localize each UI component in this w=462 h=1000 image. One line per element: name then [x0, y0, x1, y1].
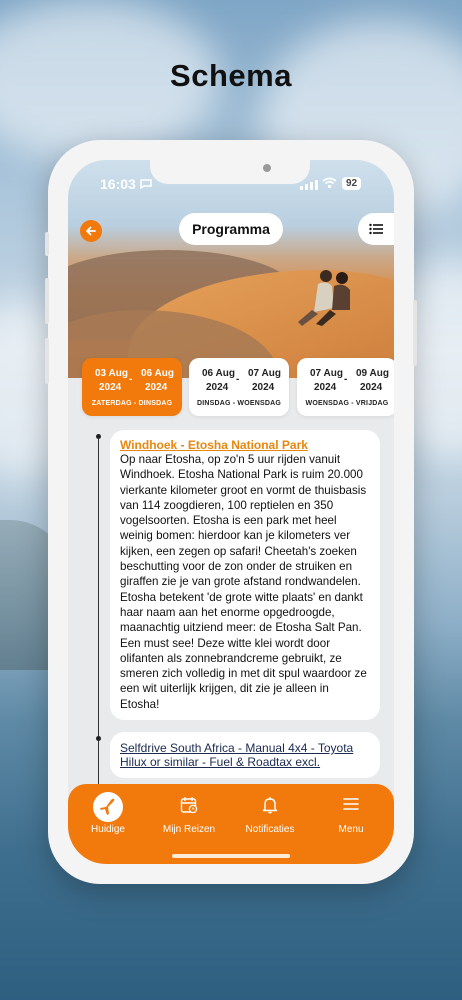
date-days: DINSDAG - WOENSDAG	[196, 400, 282, 407]
date-card[interactable]	[189, 358, 289, 416]
date-to-day: 06 Aug	[141, 368, 174, 379]
phone-side-button	[45, 278, 49, 324]
date-dash: -	[344, 374, 348, 385]
list-view-button[interactable]	[358, 213, 394, 245]
date-dash: -	[129, 374, 133, 385]
date-to-year: 2024	[360, 382, 383, 393]
date-days: ZATERDAG - DINSDAG	[91, 400, 173, 407]
date-dash: -	[236, 374, 240, 385]
timeline-dot	[96, 434, 101, 439]
home-indicator	[172, 854, 290, 858]
phone-side-button	[413, 300, 417, 366]
camera-icon	[263, 164, 271, 172]
date-to-day: 09 Aug	[356, 368, 389, 379]
date-from-year: 2024	[314, 382, 337, 393]
phone-side-button	[45, 338, 49, 384]
airplane-icon	[93, 792, 123, 822]
status-time: 16:03	[100, 176, 136, 192]
signal-icon	[300, 180, 318, 190]
date-to-year: 2024	[252, 382, 275, 393]
notification-icon	[140, 179, 152, 189]
list-icon	[369, 223, 383, 235]
date-from-day: 03 Aug	[95, 368, 128, 379]
date-to-day: 07 Aug	[248, 368, 281, 379]
bell-icon	[261, 796, 279, 819]
menu-icon	[342, 796, 360, 817]
travelers-illustration	[292, 264, 362, 334]
page-title: Programma	[179, 213, 283, 245]
date-from-year: 2024	[206, 382, 229, 393]
bottom-tab-bar	[68, 784, 394, 864]
back-button[interactable]	[80, 220, 102, 242]
app-screen	[68, 160, 394, 864]
date-card[interactable]	[82, 358, 182, 416]
program-item	[110, 732, 380, 778]
tab-label: Mijn Reizen	[162, 824, 216, 835]
battery-indicator: 92	[342, 177, 361, 190]
tab-label: Menu	[338, 824, 364, 835]
status-bar	[68, 174, 394, 194]
date-from-year: 2024	[99, 382, 122, 393]
program-item-title-link[interactable]: Windhoek - Etosha National Park	[120, 438, 308, 452]
phone-frame	[48, 140, 414, 884]
date-days: WOENSDAG - VRIJDAG	[305, 400, 389, 407]
wifi-icon	[322, 177, 337, 189]
timeline-dot	[96, 736, 101, 741]
tab-label: Huidige	[91, 824, 125, 835]
date-from-day: 06 Aug	[202, 368, 235, 379]
tab-label: Notificaties	[245, 824, 295, 835]
timeline-line	[98, 434, 99, 784]
page-headline: Schema	[170, 58, 292, 93]
program-item-title-link[interactable]: Selfdrive South Africa - Manual 4x4 - Toyota Hilux or similar - Fuel & Roadtax excl.	[120, 741, 354, 769]
date-from-day: 07 Aug	[310, 368, 343, 379]
program-item-description: Op naar Etosha, op zo'n 5 uur rijden vanuit Windhoek. Etosha National Park is ruim 20.000 vierkante kilometer groot en vormt de thuisbasis van 114 zoogdieren, 100 reptielen en 350 vogelsoorten. Etosha is een park met heel weinig bomen: hierdoor kan je kilometers ver kijken, een zegen op safari! Cheetah's zoeken beschutting voor de zon onder de struiken en giraffen zie je van grote afstand rondwandelen. Etosha betekent 'de grote witte plaats' en dankt haar naam aan het enorme opgedroogde, maanachtig uitziend meer: de Etosha Salt Pan. Een must see! Deze witte klei wordt door olifanten als zonnebrandcreme gebruikt, ze smeren zich volledig in met dit spul waardoor ze een wit uiterlijk krijgen, dit zie je alleen in Etosha!	[120, 453, 367, 711]
program-item	[110, 430, 380, 720]
phone-side-button	[45, 232, 49, 256]
date-to-year: 2024	[145, 382, 168, 393]
calendar-icon	[180, 796, 198, 819]
arrow-left-icon	[85, 225, 97, 237]
date-card[interactable]	[297, 358, 394, 416]
